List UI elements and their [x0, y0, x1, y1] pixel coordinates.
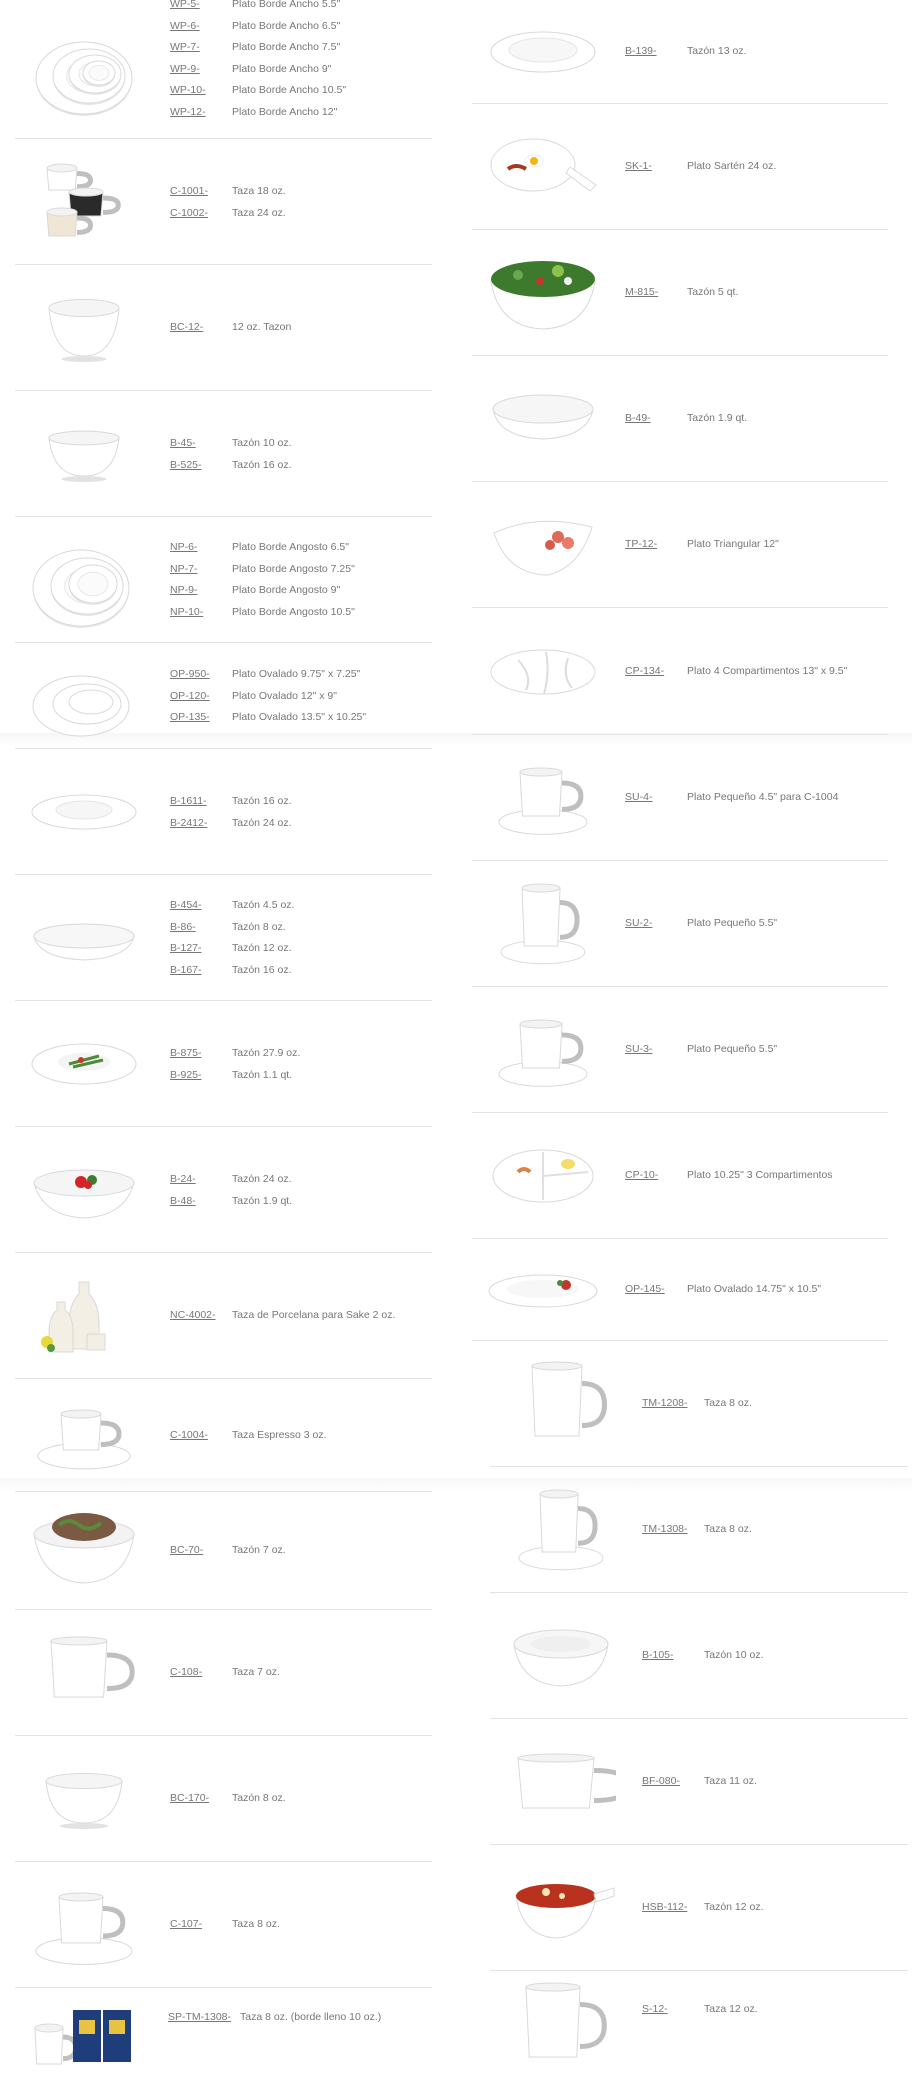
product-item: [170, 37, 346, 59]
product-lines: [642, 1999, 758, 2021]
product-code-link[interactable]: NC-4002-: [170, 1309, 216, 1321]
product-row: [15, 1862, 432, 1988]
product-description: Tazón 24 oz.: [232, 816, 292, 829]
product-description: Plato Borde Angosto 9": [232, 584, 341, 596]
product-code-link[interactable]: B-2412-: [170, 816, 208, 829]
product-image: [488, 1239, 598, 1339]
product-code-link[interactable]: WP-10-: [170, 84, 206, 96]
product-item: [170, 917, 294, 939]
product-code-link[interactable]: CP-10-: [625, 1169, 659, 1181]
product-description: Plato 4 Compartimentos 13" x 9.5": [687, 665, 848, 677]
product-row: [15, 1001, 432, 1127]
product-item: [625, 408, 747, 430]
product-image: [29, 1621, 139, 1721]
product-item: [170, 664, 366, 686]
product-row: [15, 875, 432, 1001]
product-item: [170, 102, 346, 124]
product-item: [642, 1999, 758, 2021]
product-description: Tazón 13 oz.: [687, 45, 747, 57]
product-description: Tazón 4.5 oz.: [232, 899, 295, 911]
product-item: [625, 1165, 833, 1187]
product-description: Taza 11 oz.: [704, 1775, 757, 1787]
product-item: [170, 1305, 395, 1327]
product-lines: [170, 537, 355, 623]
product-image: [488, 872, 598, 972]
product-item: [170, 1065, 300, 1087]
product-code-link[interactable]: OP-120-: [170, 689, 210, 702]
product-image: [29, 1384, 139, 1484]
product-lines: [170, 1914, 280, 1936]
product-image: [506, 1971, 616, 2071]
product-row: [15, 1736, 432, 1862]
product-lines: [625, 1279, 821, 1301]
product-item: [170, 0, 346, 16]
product-description: Taza 12 oz.: [704, 2003, 758, 2015]
product-code-link[interactable]: B-139-: [625, 45, 657, 57]
product-lines: [170, 1788, 286, 1810]
product-lines: [170, 1305, 395, 1327]
product-description: Taza 8 oz.: [704, 1523, 752, 1535]
product-image: [29, 760, 139, 860]
product-item: [625, 661, 847, 683]
product-item: [170, 686, 366, 708]
product-image: [488, 998, 598, 1098]
product-code-link[interactable]: TM-1308-: [642, 1523, 688, 1535]
product-description: Plato 10.25" 3 Compartimentos: [687, 1169, 833, 1181]
product-lines: [170, 895, 294, 981]
product-code-link[interactable]: CP-134-: [625, 665, 665, 677]
product-row: [472, 735, 888, 861]
product-description: Tazón 7 oz.: [232, 1544, 286, 1556]
product-code-link[interactable]: OP-135-: [170, 711, 210, 723]
product-item: [170, 602, 355, 624]
product-row: [15, 517, 432, 643]
product-item: [170, 433, 292, 455]
product-item: [170, 559, 355, 581]
product-description: Taza 24 oz.: [232, 206, 286, 219]
product-code-link[interactable]: SU-2-: [625, 917, 653, 929]
product-lines: [625, 913, 777, 935]
product-item: [642, 1771, 757, 1793]
product-code-link[interactable]: B-167-: [170, 963, 202, 976]
product-description: Tazón 1.9 qt.: [232, 1194, 293, 1207]
product-lines: [625, 1039, 777, 1061]
product-item: [642, 1519, 752, 1541]
product-image: [506, 1478, 616, 1578]
product-image: [506, 1730, 616, 1830]
product-item: [642, 1393, 752, 1415]
product-item: [170, 1191, 292, 1213]
product-description: 12 oz. Tazon: [232, 321, 292, 333]
product-description: Plato Ovalado 12" x 9": [232, 689, 337, 702]
product-description: Tazón 1.1 qt.: [232, 1068, 293, 1081]
product-code-link[interactable]: TP-12-: [625, 538, 658, 550]
product-description: Plato Borde Ancho 5.5": [232, 0, 341, 10]
product-row: [15, 0, 432, 139]
product-code-link[interactable]: NP-9-: [170, 584, 198, 596]
product-description: Tazón 8 oz.: [232, 920, 286, 933]
product-code-link[interactable]: BC-70-: [170, 1544, 204, 1556]
product-description: Tazón 24 oz.: [232, 1173, 292, 1185]
product-lines: [625, 1165, 833, 1187]
product-row: [490, 1467, 908, 1593]
product-lines: [170, 664, 366, 729]
product-code-link[interactable]: C-107-: [170, 1918, 203, 1930]
product-description: Tazón 10 oz.: [232, 437, 292, 449]
product-item: [170, 181, 286, 203]
product-description: Tazón 27.9 oz.: [232, 1047, 301, 1059]
product-description: Taza Espresso 3 oz.: [232, 1429, 327, 1441]
product-image: [488, 367, 598, 467]
product-description: Tazón 16 oz.: [232, 795, 292, 807]
product-lines: [625, 41, 747, 63]
product-row: [15, 1610, 432, 1736]
product-item: [170, 537, 355, 559]
product-description: Tazón 10 oz.: [704, 1649, 764, 1661]
product-code-link[interactable]: M-815-: [625, 286, 659, 298]
product-item: [625, 534, 779, 556]
product-item: [625, 913, 777, 935]
product-code-link[interactable]: B-875-: [170, 1047, 202, 1059]
product-item: [170, 16, 346, 38]
product-image: [488, 746, 598, 846]
product-code-link[interactable]: B-925-: [170, 1068, 202, 1081]
product-lines: [625, 282, 738, 304]
product-lines: [170, 1425, 327, 1447]
product-image: [29, 1012, 139, 1112]
product-item: [170, 59, 346, 81]
product-image: [488, 0, 598, 100]
product-code-link[interactable]: WP-5-: [170, 0, 200, 10]
product-lines: [642, 1645, 764, 1667]
product-code-link[interactable]: B-1611-: [170, 795, 207, 807]
product-code-link[interactable]: BC-12-: [170, 321, 204, 333]
product-description: Tazón 5 qt.: [687, 286, 739, 298]
product-code-link[interactable]: SU-3-: [625, 1043, 653, 1055]
product-description: Taza 8 oz.: [232, 1918, 280, 1930]
product-image: [29, 150, 139, 250]
product-image: [29, 18, 139, 118]
product-item: [625, 787, 838, 809]
product-description: Plato Borde Ancho 9": [232, 62, 332, 75]
product-code-link[interactable]: B-454-: [170, 899, 202, 911]
product-code-link[interactable]: NP-7-: [170, 562, 198, 575]
product-image: [29, 886, 139, 986]
product-description: Plato Ovalado 9.75" x 7.25": [232, 668, 361, 680]
product-lines: [170, 1043, 300, 1086]
product-item: [170, 960, 294, 982]
product-description: Tazón 16 oz.: [232, 963, 292, 976]
product-code-link[interactable]: WP-6-: [170, 19, 200, 32]
product-item: [170, 580, 355, 602]
product-image: [29, 1747, 139, 1847]
product-lines: [170, 1540, 286, 1562]
product-lines: [642, 1771, 757, 1793]
product-item: [170, 791, 292, 813]
product-code-link[interactable]: B-45-: [170, 437, 196, 449]
product-image: [29, 1988, 139, 2088]
product-description: Plato Pequeño 4.5" para C-1004: [687, 791, 839, 803]
product-description: Taza 8 oz.: [704, 1397, 752, 1409]
product-lines: [642, 1519, 752, 1541]
product-code-link[interactable]: NP-6-: [170, 541, 198, 553]
product-image: [29, 528, 139, 628]
product-lines: [170, 1169, 292, 1212]
product-lines: [170, 433, 292, 476]
product-lines: [168, 2007, 381, 2029]
product-item: [170, 1169, 292, 1191]
product-code-link[interactable]: SK-1-: [625, 160, 652, 172]
product-row: [472, 1239, 888, 1341]
product-description: Tazón 1.9 qt.: [687, 412, 748, 424]
product-row: [472, 104, 888, 230]
product-description: Plato Borde Ancho 7.5": [232, 41, 341, 53]
product-code-link[interactable]: B-48-: [170, 1194, 196, 1207]
product-lines: [625, 661, 847, 683]
product-item: [170, 895, 294, 917]
product-code-link[interactable]: S-12-: [642, 2003, 668, 2015]
product-code-link[interactable]: WP-7-: [170, 41, 200, 53]
product-code-link[interactable]: C-1004-: [170, 1429, 208, 1441]
product-row: [15, 749, 432, 875]
product-lines: [625, 787, 838, 809]
product-code-link[interactable]: NP-10-: [170, 605, 204, 618]
product-item: [642, 1645, 764, 1667]
product-row: [472, 482, 888, 608]
product-item: [170, 1425, 327, 1447]
product-row: [15, 1127, 432, 1253]
product-item: [625, 156, 776, 178]
product-code-link[interactable]: OP-950-: [170, 668, 210, 680]
product-row: [490, 1845, 908, 1971]
product-image: [29, 1264, 139, 1364]
product-row: [15, 391, 432, 517]
product-code-link[interactable]: C-1002-: [170, 206, 208, 219]
product-row: [15, 1988, 432, 2048]
product-code-link[interactable]: B-127-: [170, 942, 202, 954]
product-description: Plato Borde Ancho 10.5": [232, 84, 347, 96]
product-description: Plato Sartén 24 oz.: [687, 160, 777, 172]
product-item: [170, 1788, 286, 1810]
product-description: Plato Borde Ancho 12": [232, 105, 338, 118]
product-item: [170, 1043, 300, 1065]
product-item: [170, 80, 346, 102]
product-image: [29, 644, 139, 744]
product-row: [15, 1379, 432, 1492]
product-description: Taza 18 oz.: [232, 185, 286, 197]
product-code-link[interactable]: B-49-: [625, 412, 651, 424]
product-lines: [642, 1393, 752, 1415]
product-description: Plato Pequeño 5.5": [687, 1043, 778, 1055]
product-item: [170, 1662, 280, 1684]
product-code-link[interactable]: B-86-: [170, 920, 196, 933]
product-description: Plato Pequeño 5.5": [687, 917, 778, 929]
product-image: [488, 115, 598, 215]
product-description: Plato Borde Ancho 6.5": [232, 19, 341, 32]
product-row: [472, 608, 888, 735]
product-item: [168, 2007, 381, 2029]
product-item: [642, 1897, 764, 1919]
product-image: [29, 1873, 139, 1973]
product-image: [29, 1138, 139, 1238]
product-description: Tazón 16 oz.: [232, 458, 292, 471]
product-code-link[interactable]: HSB-112-: [642, 1901, 688, 1913]
product-code-link[interactable]: SU-4-: [625, 791, 653, 803]
product-description: Taza 7 oz.: [232, 1666, 280, 1678]
product-image: [488, 620, 598, 720]
product-row: [490, 1341, 908, 1467]
product-code-link[interactable]: B-105-: [642, 1649, 674, 1661]
product-row: [15, 265, 432, 391]
product-code-link[interactable]: B-525-: [170, 458, 202, 471]
product-code-link[interactable]: B-24-: [170, 1173, 196, 1185]
product-description: Tazón 12 oz.: [704, 1901, 764, 1913]
product-row: [15, 139, 432, 265]
product-row: [15, 1492, 432, 1610]
product-lines: [170, 181, 286, 224]
product-image: [506, 1856, 616, 1956]
product-code-link[interactable]: BC-170-: [170, 1792, 210, 1804]
product-lines: [642, 1897, 764, 1919]
product-item: [625, 282, 738, 304]
product-lines: [170, 791, 292, 834]
product-lines: [170, 1662, 280, 1684]
product-code-link[interactable]: TM-1208-: [642, 1397, 688, 1409]
product-description: Plato Borde Angosto 6.5": [232, 541, 349, 553]
product-row: [15, 1253, 432, 1379]
product-item: [170, 1540, 286, 1562]
product-item: [170, 455, 292, 477]
product-item: [625, 1279, 821, 1301]
product-item: [170, 707, 366, 729]
product-item: [170, 317, 291, 339]
product-item: [170, 813, 292, 835]
product-image: [29, 276, 139, 376]
product-item: [625, 1039, 777, 1061]
product-image: [488, 241, 598, 341]
product-description: Taza de Porcelana para Sake 2 oz.: [232, 1309, 396, 1321]
product-row: [472, 987, 888, 1113]
product-image: [29, 402, 139, 502]
product-image: [29, 1499, 139, 1599]
product-row: [490, 1971, 908, 2048]
product-code-link[interactable]: WP-12-: [170, 105, 206, 118]
product-lines: [625, 534, 779, 556]
product-lines: [625, 156, 776, 178]
product-lines: [170, 0, 346, 123]
product-row: [472, 0, 888, 104]
product-item: [170, 203, 286, 225]
product-code-link[interactable]: WP-9-: [170, 62, 200, 75]
product-item: [170, 938, 294, 960]
product-code-link[interactable]: C-1001-: [170, 185, 208, 197]
product-description: Plato Borde Angosto 10.5": [232, 605, 355, 618]
product-item: [625, 41, 747, 63]
product-image: [506, 1604, 616, 1704]
product-row: [490, 1593, 908, 1719]
product-description: Taza 8 oz. (borde lleno 10 oz.): [240, 2011, 382, 2023]
product-row: [472, 230, 888, 356]
product-row: [15, 643, 432, 749]
product-description: Plato Ovalado 14.75" x 10.5": [687, 1283, 822, 1295]
product-row: [490, 1719, 908, 1845]
product-description: Tazón 12 oz.: [232, 942, 292, 954]
product-lines: [625, 408, 747, 430]
product-row: [472, 356, 888, 482]
product-image: [488, 493, 598, 593]
product-code-link[interactable]: OP-145-: [625, 1283, 665, 1295]
product-code-link[interactable]: BF-080-: [642, 1775, 680, 1787]
product-row: [472, 861, 888, 987]
product-description: Plato Borde Angosto 7.25": [232, 562, 355, 575]
product-image: [488, 1124, 598, 1224]
product-lines: [170, 317, 291, 339]
product-description: Plato Triangular 12": [687, 538, 779, 550]
product-code-link[interactable]: C-108-: [170, 1666, 203, 1678]
product-row: [472, 1113, 888, 1239]
product-image: [506, 1352, 616, 1452]
product-item: [170, 1914, 280, 1936]
product-description: Tazón 8 oz.: [232, 1792, 286, 1804]
product-description: Plato Ovalado 13.5" x 10.25": [232, 711, 367, 723]
product-code-link[interactable]: SP-TM-1308-: [168, 2011, 232, 2023]
